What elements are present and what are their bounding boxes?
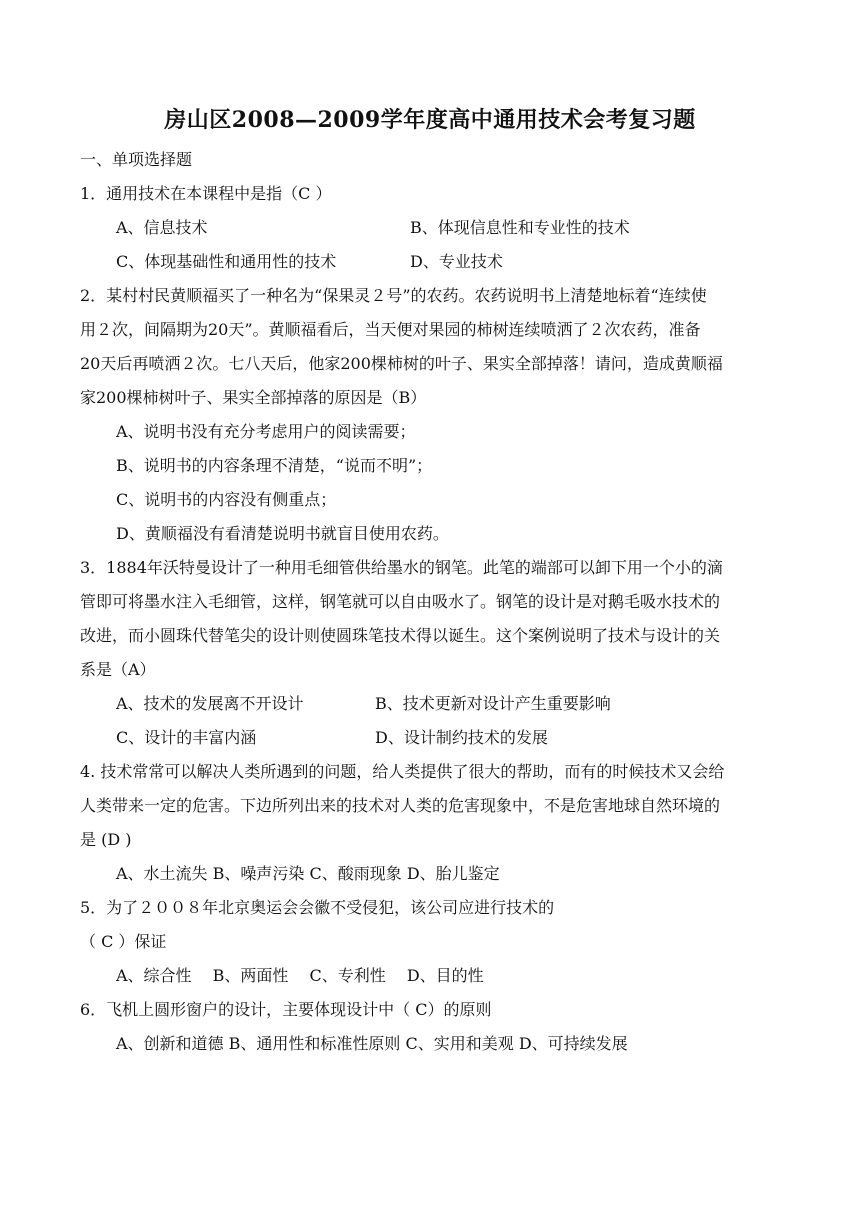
question-1-option-d: D、专业技术 bbox=[410, 252, 503, 271]
question-5-line: （ C ）保证 bbox=[80, 932, 167, 951]
question-3-line: 系是（A） bbox=[80, 660, 156, 679]
question-2-line: 2．某村村民黄顺福买了一种名为“保果灵２号”的农药。农药说明书上清楚地标着“连续使 bbox=[80, 286, 707, 305]
question-1-option-a: A、信息技术 bbox=[116, 218, 208, 237]
question-3-option-d: D、设计制约技术的发展 bbox=[375, 728, 548, 747]
question-4-line: 是 (D ) bbox=[80, 830, 132, 849]
question-3-line: 改进，而小圆珠代替笔尖的设计则使圆珠笔技术得以诞生。这个案例说明了技术与设计的关 bbox=[80, 626, 721, 645]
question-2-line: 20天后再喷洒２次。七八天后，他家200棵柿树的叶子、果实全部掉落！请问，造成黄顺福 bbox=[80, 354, 723, 373]
question-6-stem: 6．飞机上圆形窗户的设计，主要体现设计中（ C）的原则 bbox=[80, 1000, 492, 1019]
question-3-option-a: A、技术的发展离不开设计 bbox=[116, 694, 304, 713]
question-2-option-b: B、说明书的内容条理不清楚，“说而不明”； bbox=[116, 456, 433, 475]
question-1-option-c: C、体现基础性和通用性的技术 bbox=[116, 252, 337, 271]
question-4-line: 4. 技术常常可以解决人类所遇到的问题，给人类提供了很大的帮助，而有的时候技术又会给 bbox=[80, 762, 725, 781]
question-6-options: A、创新和道德 B、通用性和标准性原则 C、实用和美观 D、可持续发展 bbox=[116, 1034, 628, 1053]
question-2-line: 用２次，间隔期为20天”。黄顺福看后，当天便对果园的柿树连续喷洒了２次农药，准备 bbox=[80, 320, 701, 339]
question-5-line: 5．为了２００８年北京奥运会会徽不受侵犯，该公司应进行技术的 bbox=[80, 898, 555, 917]
question-4-line: 人类带来一定的危害。下边所列出来的技术对人类的危害现象中，不是危害地球自然环境的 bbox=[80, 796, 721, 815]
question-4-options: A、水土流失 B、噪声污染 C、酸雨现象 D、胎儿鉴定 bbox=[116, 864, 500, 883]
question-1-option-b: B、体现信息性和专业性的技术 bbox=[410, 218, 630, 237]
question-3-option-c: C、设计的丰富内涵 bbox=[116, 728, 257, 747]
question-2-line: 家200棵柿树叶子、果实全部掉落的原因是（B） bbox=[80, 388, 427, 407]
section-heading: 一、单项选择题 bbox=[80, 150, 193, 169]
question-3-line: 3．1884年沃特曼设计了一种用毛细管供给墨水的钢笔。此笔的端部可以卸下用一个小的滴 bbox=[80, 558, 723, 577]
page-title: 房山区2008—2009学年度高中通用技术会考复习题 bbox=[164, 107, 696, 133]
question-3-option-b: B、技术更新对设计产生重要影响 bbox=[375, 694, 611, 713]
question-2-option-d: D、黄顺福没有看清楚说明书就盲目使用农药。 bbox=[116, 524, 449, 543]
question-2-option-a: A、说明书没有充分考虑用户的阅读需要； bbox=[116, 422, 416, 441]
question-5-options: A、综合性 B、两面性 C、专利性 D、目的性 bbox=[116, 966, 484, 985]
question-2-option-c: C、说明书的内容没有侧重点； bbox=[116, 490, 337, 509]
question-3-line: 管即可将墨水注入毛细管，这样，钢笔就可以自由吸水了。钢笔的设计是对鹅毛吸水技术的 bbox=[80, 592, 721, 611]
question-1-stem: 1．通用技术在本课程中是指（C ） bbox=[80, 184, 332, 203]
